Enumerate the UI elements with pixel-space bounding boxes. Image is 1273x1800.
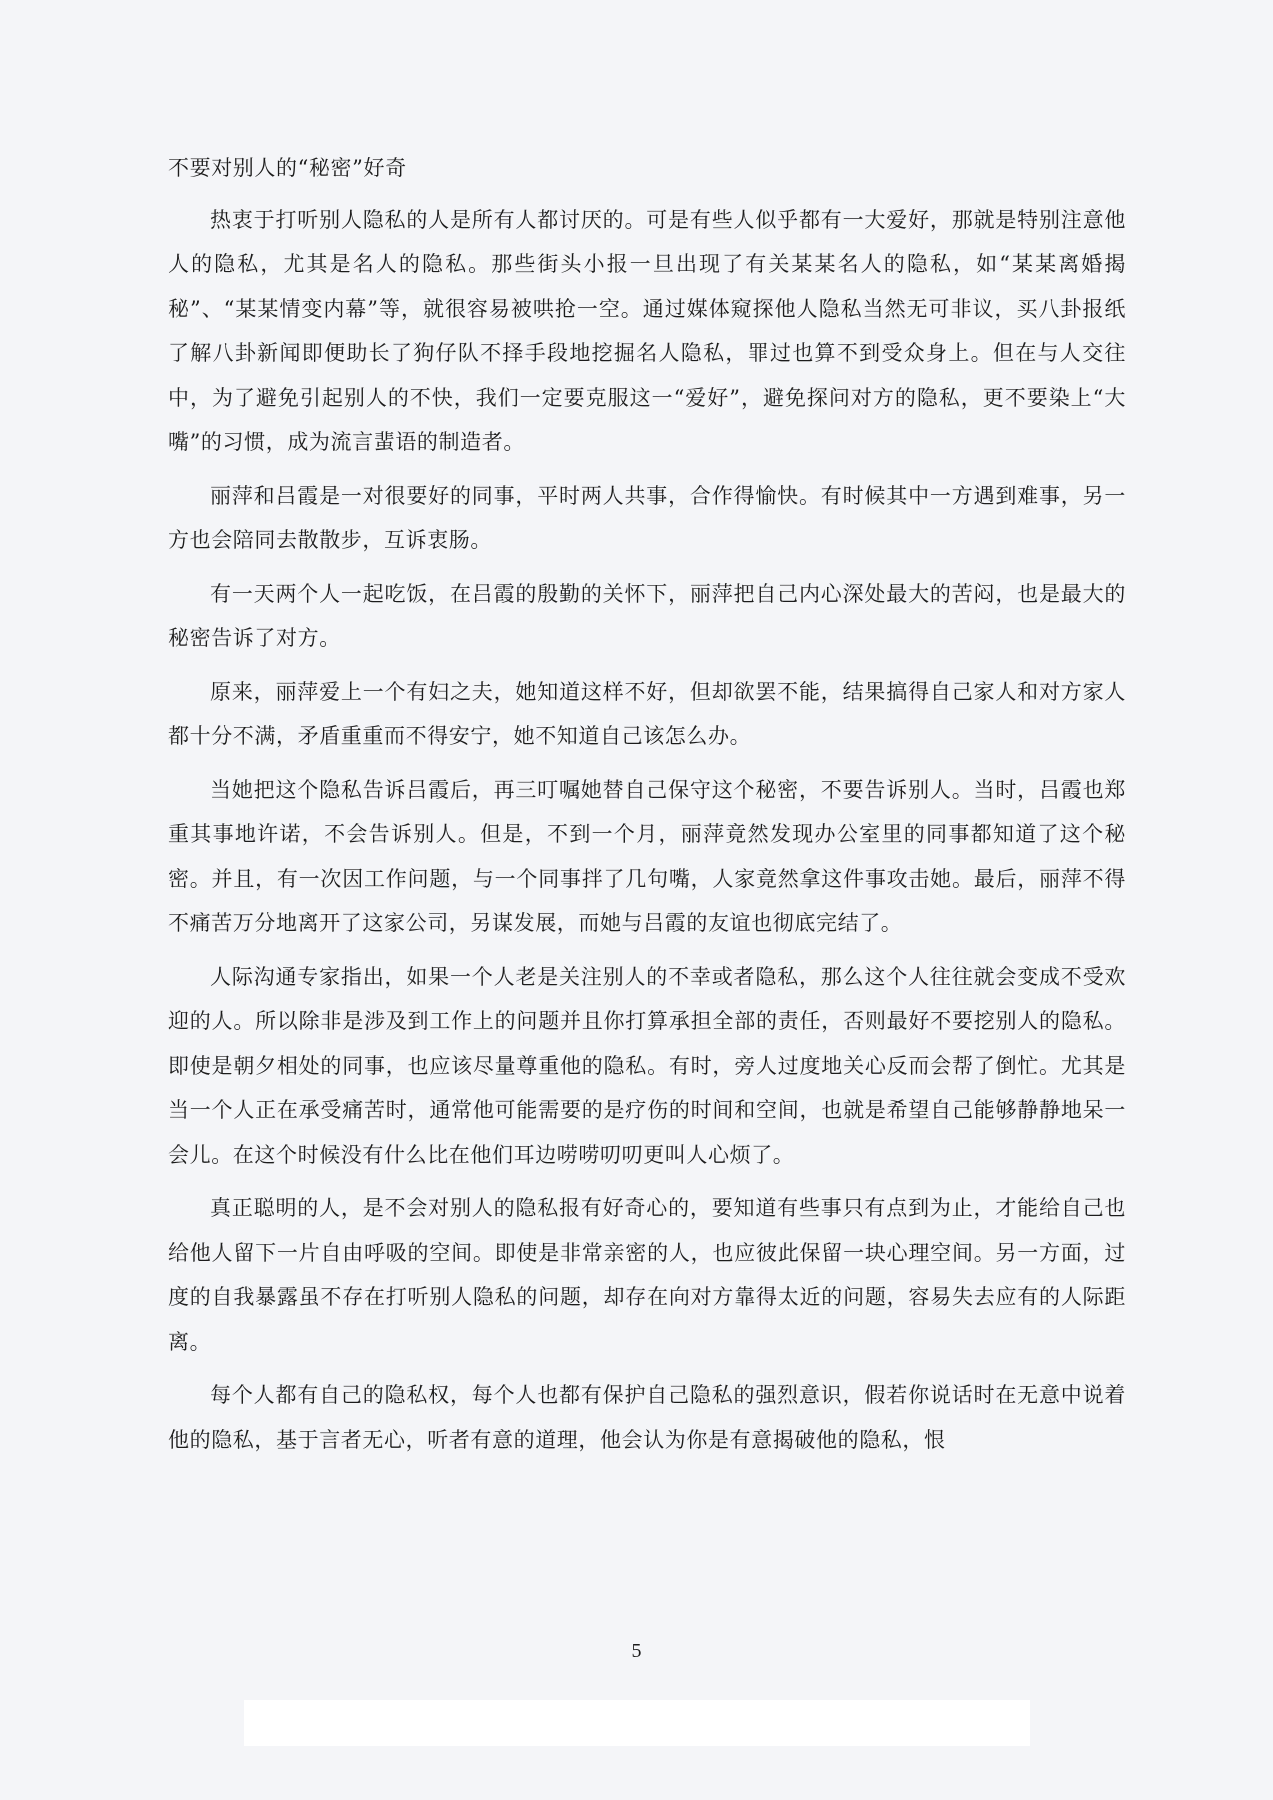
- paragraph-6: 人际沟通专家指出，如果一个人老是关注别人的不幸或者隐私，那么这个人往往就会变成不受欢迎的人。所以除非是涉及到工作上的问题并且你打算承担全部的责任，否则最好不要挖别人的隐私。即使是朝夕相处的同事，也应该尽量尊重他的隐私。有时，旁人过度地关心反而会帮了倒忙。尤其是当一个人正在承受痛苦时，通常他可能需要的是疗伤的时间和空间，也就是希望自己能够静静地呆一会儿。在这个时候没有什么比在他们耳边唠唠叨叨更叫人心烦了。: [168, 964, 1126, 1167]
- paragraph-4: 原来，丽萍爱上一个有妇之夫，她知道这样不好，但却欲罢不能，结果搞得自己家人和对方家人都十分不满，矛盾重重而不得安宁，她不知道自己该怎么办。: [168, 679, 1126, 748]
- paragraph-3: 有一天两个人一起吃饭，在吕霞的殷勤的关怀下，丽萍把自己内心深处最大的苦闷，也是最大的秘密告诉了对方。: [168, 581, 1126, 650]
- redaction-box: [244, 1700, 1030, 1746]
- document-body: [168, 146, 1126, 1471]
- page-number: 5: [631, 1640, 642, 1662]
- paragraph-1: 热衷于打听别人隐私的人是所有人都讨厌的。可是有些人似乎都有一大爱好，那就是特别注意他人的隐私，尤其是名人的隐私。那些街头小报一旦出现了有关某某名人的隐私，如“某某离婚揭秘”、“某某情变内幕”等，就很容易被哄抢一空。通过媒体窥探他人隐私当然无可非议，买八卦报纸了解八卦新闻即便助长了狗仔队不择手段地挖掘名人隐私，罪过也算不到受众身上。但在与人交往中，为了避免引起别人的不快，我们一定要克服这一“爱好”，避免探问对方的隐私，更不要染上“大嘴”的习惯，成为流言蜚语的制造者。: [168, 207, 1126, 454]
- paragraph-2: 丽萍和吕霞是一对很要好的同事，平时两人共事，合作得愉快。有时候其中一方遇到难事，另一方也会陪同去散散步，互诉衷肠。: [168, 483, 1126, 552]
- paragraph-5: 当她把这个隐私告诉吕霞后，再三叮嘱她替自己保守这个秘密，不要告诉别人。当时，吕霞也郑重其事地许诺，不会告诉别人。但是，不到一个月，丽萍竟然发现办公室里的同事都知道了这个秘密。并且，有一次因工作问题，与一个同事拌了几句嘴，人家竟然拿这件事攻击她。最后，丽萍不得不痛苦万分地离开了这家公司，另谋发展，而她与吕霞的友谊也彻底完结了。: [168, 777, 1126, 935]
- paragraph-8: 每个人都有自己的隐私权，每个人也都有保护自己隐私的强烈意识，假若你说话时在无意中说着他的隐私，基于言者无心，听者有意的道理，他会认为你是有意揭破他的隐私，恨: [168, 1383, 1126, 1452]
- article-title: 不要对别人的“秘密”好奇: [168, 156, 407, 180]
- paragraph-7: 真正聪明的人，是不会对别人的隐私报有好奇心的，要知道有些事只有点到为止，才能给自己也给他人留下一片自由呼吸的空间。即使是非常亲密的人，也应彼此保留一块心理空间。另一方面，过度的自我暴露虽不存在打听别人隐私的问题，却存在向对方靠得太近的问题，容易失去应有的人际距离。: [168, 1196, 1126, 1354]
